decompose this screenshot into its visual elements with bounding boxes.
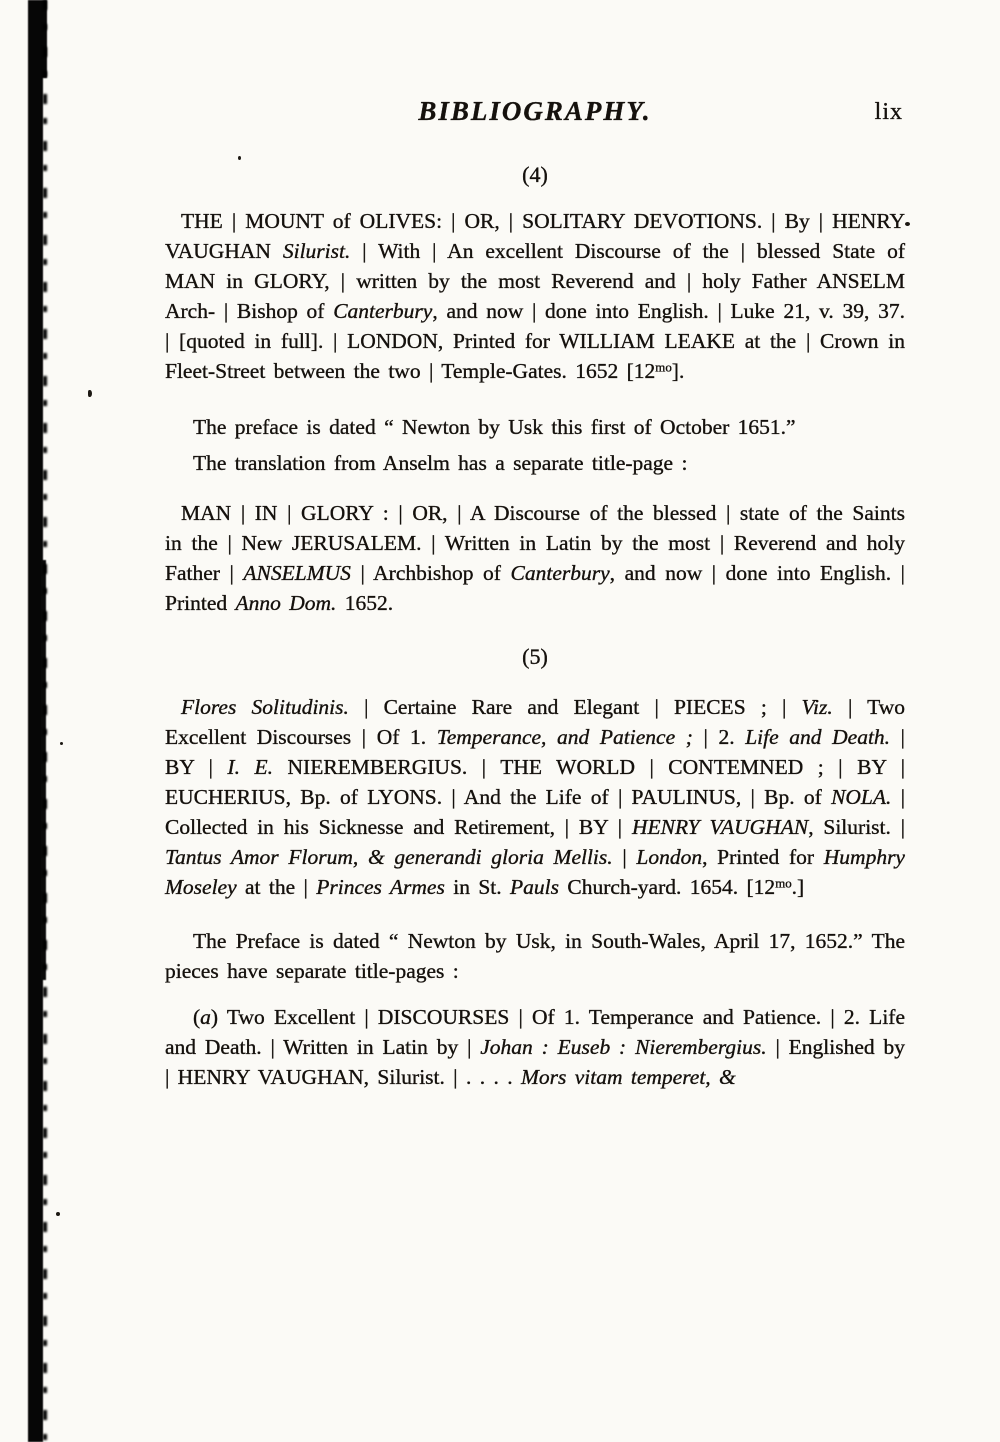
running-header: [165, 96, 905, 130]
entry-5-preface-note: The Preface is dated “ Newton by Usk, in South-Wales, April 17, 1652.” The pieces have separate title-pages :: [165, 929, 905, 983]
entry-5a-discourses-transcription: (a) Two Excellent | DISCOURSES | Of 1. Temperance and Patience. | 2. Life and Death. | Written in Latin by | Johan : Euseb : Nierembergius. | Englished by | HENRY VAUGHAN, Silurist. | . . . . Mors vitam temperet, &: [165, 1005, 906, 1089]
entry-4-title-transcription: THE | MOUNT of OLIVES: | OR, | SOLITARY DEVOTIONS. | By | HENRY VAUGHAN Silurist. | With | An excellent Discourse of the | blessed State of MAN in GLORY, | written by the most Reverend and | holy Father ANSELM Arch- | Bishop of Canterbury, and now | done into English. | Luke 21, v. 39, 37. | [quoted in full]. | LONDON, Printed for WILLIAM LEAKE at the | Crown in Fleet-Street between the two | Temple-Gates. 1652 $[12^{mo}]$.: [165, 209, 906, 383]
page-title: BIBLIOGRAPHY.: [418, 96, 652, 126]
entry-4-preface-note: The preface is dated “ Newton by Usk this first of October 1651.”: [193, 415, 796, 439]
section-4-label: (4): [522, 162, 548, 187]
scan-speck: [905, 222, 910, 226]
entry-5-title-transcription: Flores Solitudinis. | Certaine Rare and Elegant | PIECES ; | Viz. | Two Excellent Discourses | Of 1. Temperance, and Patience ; | 2. Life and Death. | BY | I. E. NIEREMBERGIUS. | THE WORLD | CONTEMNED ; | BY | EUCHERIUS, Bp. of LYONS. | And the Life of | PAULINUS, | Bp. of NOLA. | Collected in his Sicknesse and Retirement, | BY | HENRY VAUGHAN, Silurist. | Tantus Amor Florum, & generandi gloria Mellis. | London, Printed for Humphry Moseley at the | Princes Armes in St. Pauls Church-yard. 1654. $[12^{mo}.]$: [165, 695, 906, 899]
scan-speck: [56, 1212, 60, 1216]
entry-4-translation-note: The translation from Anselm has a separate title-page :: [193, 451, 688, 475]
scan-speck: [88, 390, 92, 397]
binding-edge: [28, 0, 43, 1442]
entry-4-man-in-glory-transcription: MAN | IN | GLORY : | OR, | A Discourse of the blessed | state of the Saints in the | New JERUSALEM. | Written in Latin by the most | Reverend and holy Father | ANSELMUS | Archbishop of Canterbury, and now | done into English. | Printed Anno Dom. 1652.: [165, 501, 905, 615]
scan-speck: [60, 742, 63, 745]
page-content: [165, 96, 905, 1092]
section-5-label: (5): [522, 644, 548, 669]
page-number: lix: [874, 99, 903, 125]
binding-edge-ragged: [43, 0, 47, 1442]
